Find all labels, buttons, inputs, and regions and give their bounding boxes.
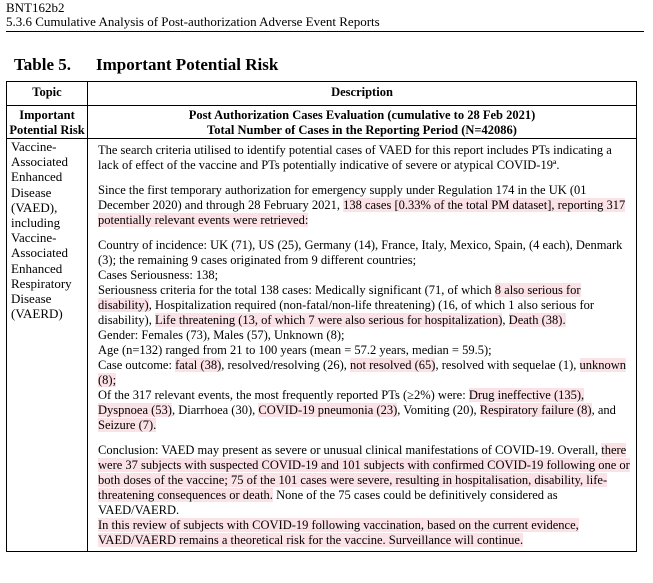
conclusion-paragraph: Conclusion: VAED may present as severe or unusual clinical manifestations of COVID-19. Overall, there were 37 subjects with suspected COVID-19 and 101 subjects with confirmed COVID-19 following one or both doses of the vaccine; 75 of the 101 cases were severe, resulting in hospitalisation, disability, life-threatening consequences or death. None of the 75 cases could be definitively considered as VAED/VAERD. [98, 443, 630, 517]
header-divider [6, 31, 644, 32]
highlight: fatal (38) [175, 358, 222, 372]
highlight: unknown (8); [98, 358, 627, 387]
highlight: Drug ineffective (135), Dyspnoea (53) [98, 388, 585, 417]
document-id: BNT162b2 [6, 0, 65, 15]
table-row [7, 139, 637, 552]
case-outcome-line: Case outcome: fatal (38), resolved/resolving (26), not resolved (65), resolved with sequelae (1), unknown (8); [98, 358, 627, 387]
highlight: 8 also serious for disability) [98, 283, 581, 312]
table-title: Important Potential Risk [96, 55, 279, 74]
search-criteria-paragraph: The search criteria utilised to identify potential cases of VAED for this report includes PTs indicating a lack of effect of the vaccine and PTs potentially indicative of severe or atypical COVID-19ª. [98, 143, 612, 172]
total-cases-line: Total Number of Cases in the Reporting Period (N=42086) [207, 123, 517, 137]
highlight: Life threatening (13, of which 7 were also serious for hospitalization) [154, 313, 503, 327]
country-line: Country of incidence: UK (71), US (25), Germany (14), France, Italy, Mexico, Spain, (4 each), Denmark (3); the remaining 9 cases originated from 9 different countries; [98, 238, 623, 267]
final-statement [98, 518, 630, 548]
risk-table [6, 81, 637, 552]
frequent-pts-line: Of the 317 relevant events, the most frequently reported PTs (≥2%) were: Drug ineffective (135), Dyspnoea (53), Diarrhoea (30), COVID-19 pneumonia (23), Vomiting (20), Respiratory failure (8), and Seizure (7). [98, 388, 616, 432]
evaluation-title: Post Authorization Cases Evaluation (cumulative to 28 Feb 2021) [188, 108, 536, 122]
topic-column-header: Topic [7, 82, 88, 106]
highlight: not resolved (65) [350, 358, 436, 372]
gender-line: Gender: Females (73), Males (57), Unknown (8); [98, 328, 345, 342]
description-cell [88, 139, 637, 552]
table-header-row [7, 82, 637, 106]
highlight: 138 cases [0.33% of the total PM dataset], reporting 317 potentially relevant events were retrieved: [98, 198, 626, 227]
age-line: Age (n=132) ranged from 21 to 100 years (mean = 57.2 years, median = 59.5); [98, 343, 492, 357]
important-potential-risk-label: Important Potential Risk [7, 106, 88, 139]
description-column-header: Description [88, 82, 637, 106]
highlight: Respiratory failure (8) [479, 403, 592, 417]
table-caption [14, 55, 278, 75]
section-heading: 5.3.6 Cumulative Analysis of Post-authorization Adverse Event Reports [6, 14, 380, 29]
topic-cell: Vaccine-Associated Enhanced Disease (VAED), including Vaccine-Associated Enhanced Respiratory Disease (VAERD) [7, 139, 88, 552]
table-row [7, 106, 637, 139]
table-number: Table 5. [14, 55, 72, 74]
highlight: Death (38). [508, 313, 566, 327]
highlight: In this review of subjects with COVID-19 following vaccination, based on the current evidence, VAED/VAERD remains a theoretical risk for the vaccine. Surveillance will continue. [98, 518, 579, 547]
seriousness-line: Cases Seriousness: 138; [98, 268, 219, 282]
highlight: COVID-19 pneumonia (23) [258, 403, 398, 417]
seriousness-criteria-line: Seriousness criteria for the total 138 cases: Medically significant (71, of which 8 also serious for disability), Hospitalization required (non-fatal/non-life threatening) (16, of which 1 also serious for disability), Life threatening (13, of which 7 were also serious for hospitalization), Death (38). [98, 283, 595, 327]
highlight: Seizure (7). [98, 418, 157, 432]
highlight: there were 37 subjects with suspected COVID-19 and 101 subjects with confirmed COVID-19 following one or both doses of the vaccine; 75 of the 101 cases were severe, resulting in hospitalisation, disability, life-threatening consequences or death. [98, 443, 630, 502]
retrieval-paragraph: Since the first temporary authorization for emergency supply under Regulation 174 in the UK (01 December 2020) and through 28 February 2021, 138 cases [0.33% of the total PM dataset], reporting 317 potentially relevant events were retrieved: [98, 183, 626, 227]
evaluation-header [88, 106, 637, 139]
